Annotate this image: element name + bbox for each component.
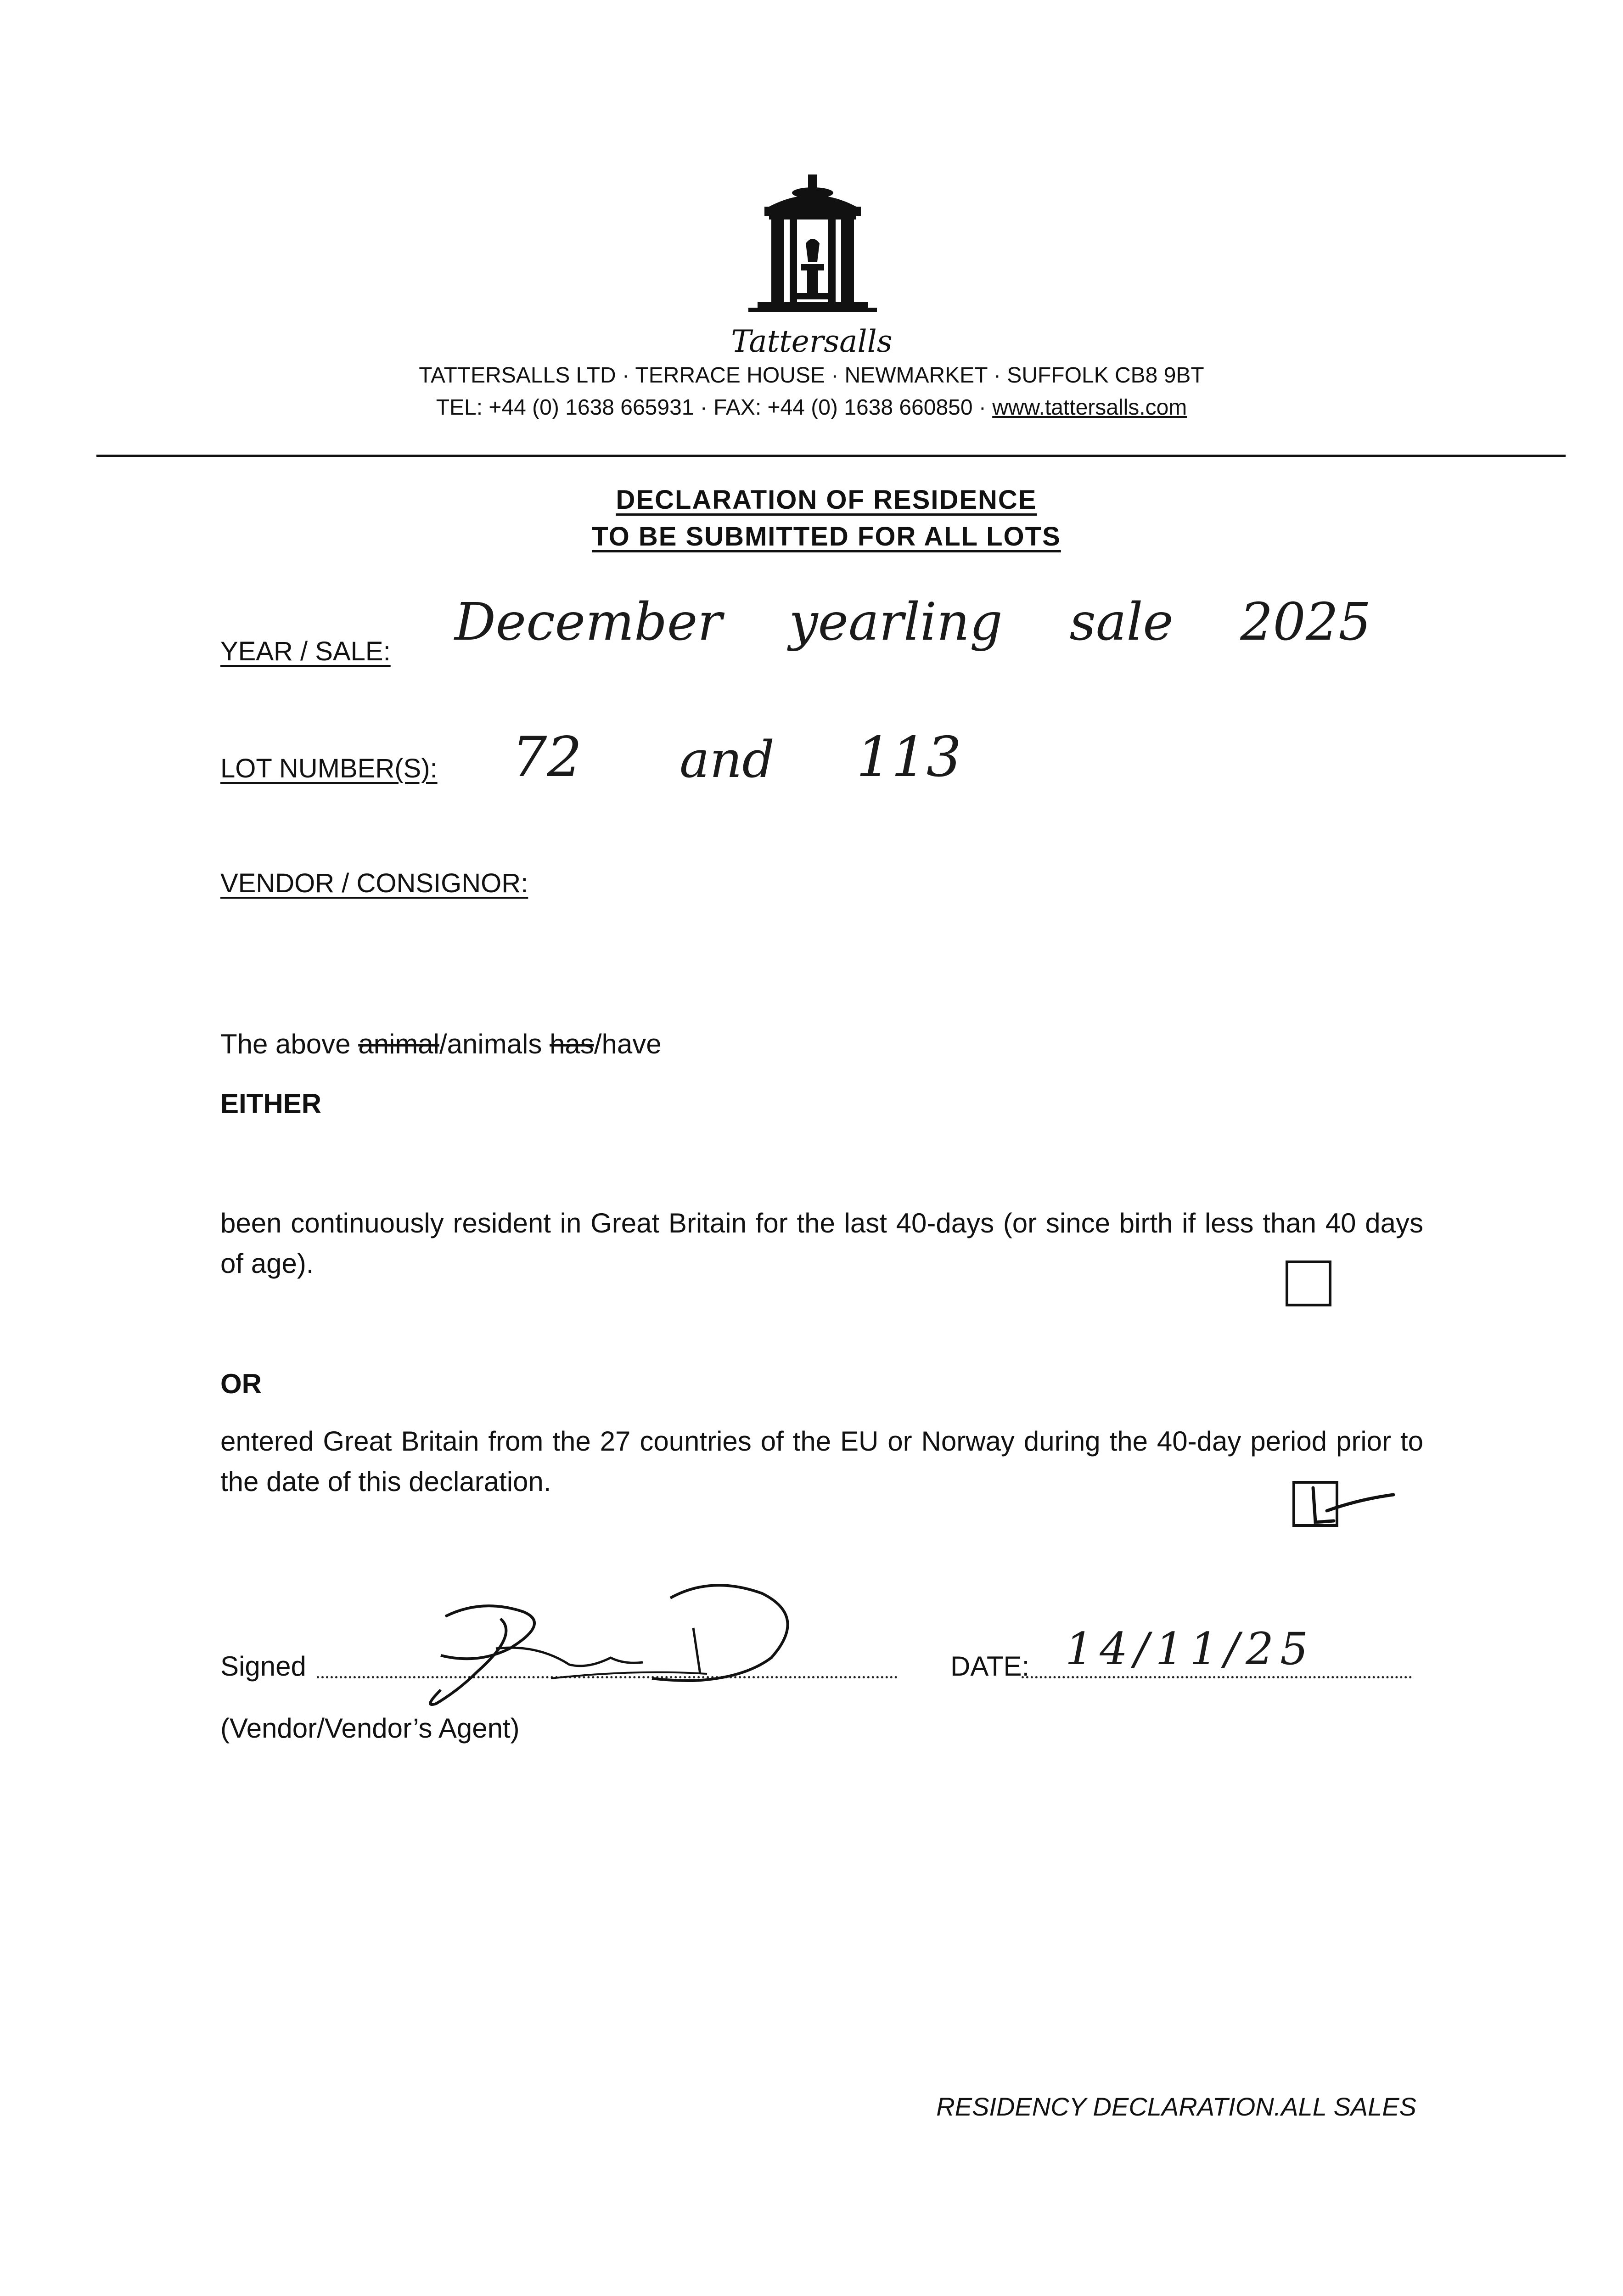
date-label: DATE: xyxy=(950,1651,1030,1682)
title-line2: TO BE SUBMITTED FOR ALL LOTS xyxy=(592,522,1061,551)
rotunda-icon xyxy=(744,174,882,326)
contact-details: TEL: +44 (0) 1638 665931 · FAX: +44 (0) 1638 660850 · xyxy=(436,395,993,420)
form-name-footer: RESIDENCY DECLARATION.ALL SALES xyxy=(936,2092,1416,2121)
intro-suffix: /have xyxy=(594,1029,662,1059)
option1-checkbox[interactable] xyxy=(1286,1261,1331,1306)
vendor-caption: (Vendor/Vendor’s Agent) xyxy=(220,1713,520,1744)
address-line: TATTERSALLS LTD · TERRACE HOUSE · NEWMARKET · SUFFOLK CB8 9BT xyxy=(419,363,1204,388)
website-link[interactable]: www.tattersalls.com xyxy=(992,395,1187,420)
year-sale-value[interactable]: December yearling sale 2025 xyxy=(455,592,1371,652)
intro-mid: /animals xyxy=(439,1029,550,1059)
logo-wordmark: Tattersalls xyxy=(731,324,893,359)
vendor-consignor-label: VENDOR / CONSIGNOR: xyxy=(220,868,528,898)
year-sale-label: YEAR / SALE: xyxy=(220,636,391,666)
struck-has: has xyxy=(550,1029,594,1059)
checkmark-icon xyxy=(1299,1479,1400,1534)
header-divider xyxy=(96,455,1566,457)
date-value[interactable]: 14/11/25 xyxy=(1065,1623,1315,1675)
intro-sentence xyxy=(220,1024,662,1064)
struck-animal: animal xyxy=(358,1029,439,1059)
title-line1: DECLARATION OF RESIDENCE xyxy=(616,485,1037,515)
contact-line xyxy=(321,395,1302,420)
signed-label: Signed xyxy=(220,1651,306,1682)
either-heading: EITHER xyxy=(220,1088,322,1119)
option1-text: been continuously resident in Great Britain for the last 40-days (or since birth if less than 40 days of age). xyxy=(220,1208,1423,1279)
lot-number-and: and xyxy=(680,730,775,789)
signature-mark[interactable] xyxy=(413,1580,863,1717)
lot-number-value-2[interactable]: 113 xyxy=(856,726,962,789)
option2-text: entered Great Britain from the 27 countries of the EU or Norway during the 40-day period prior to the date of this declaration. xyxy=(220,1426,1423,1497)
lot-number-value-1[interactable]: 72 xyxy=(512,726,582,789)
lot-number-label: LOT NUMBER(S): xyxy=(220,754,438,783)
tattersalls-logo xyxy=(744,174,882,326)
intro-prefix: The above xyxy=(220,1029,359,1059)
or-heading: OR xyxy=(220,1368,262,1399)
date-line xyxy=(1022,1676,1412,1678)
